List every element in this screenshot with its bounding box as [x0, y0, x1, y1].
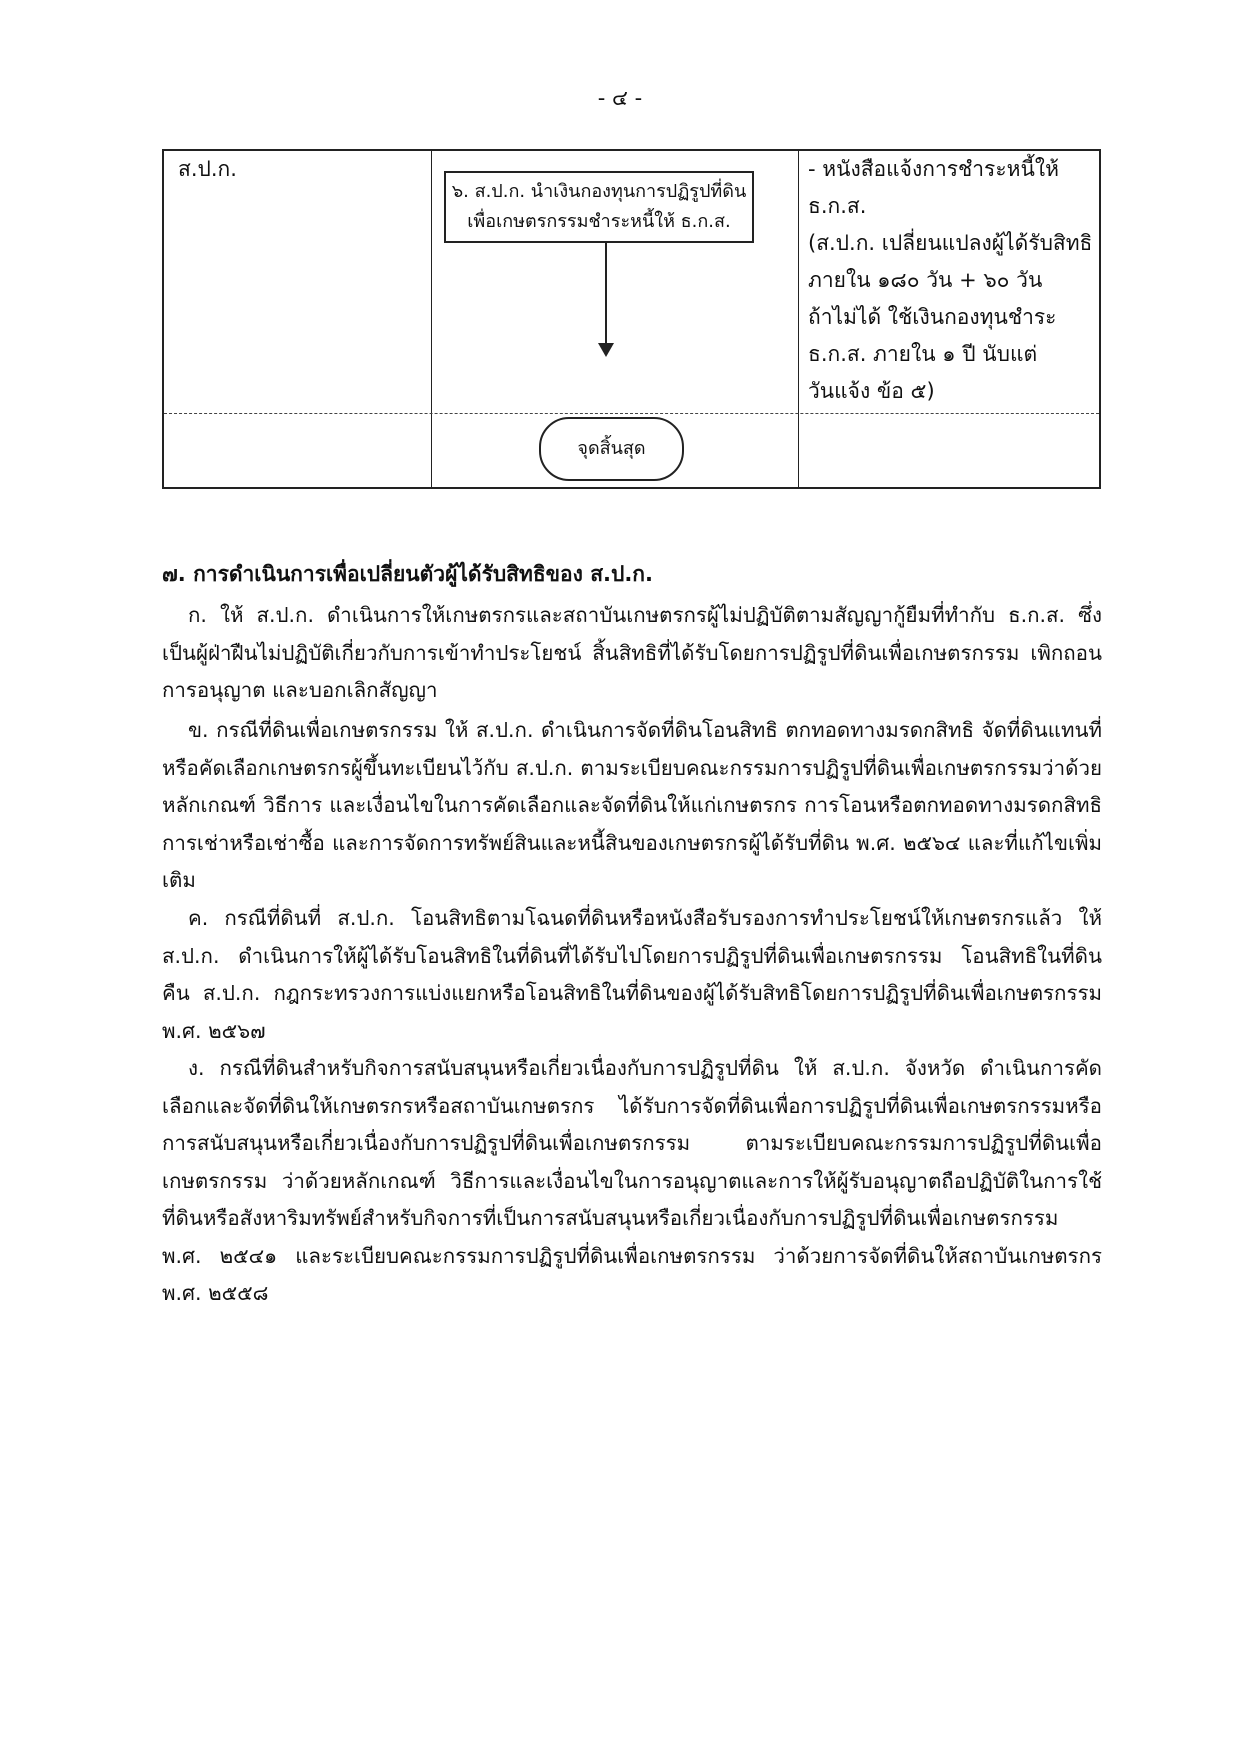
row-divider: [164, 413, 1099, 414]
note-line: ธ.ก.ส. ภายใน ๑ ปี นับแต่: [808, 342, 1038, 366]
notes-cell: [808, 151, 1098, 410]
paragraph-c: ค. กรณีที่ดินที่ ส.ป.ก. โอนสิทธิตามโฉนดที่ดินหรือหนังสือรับรองการทำประโยชน์ให้เกษตรกรแล้ว ให้ ส.ป.ก. ดำเนินการให้ผู้ได้รับโอนสิทธิในที่ดินที่ได้รับไปโดยการปฏิรูปที่ดินเพื่อเกษตรกรรม โอนสิทธิในที่ดินคืน ส.ป.ก. กฎกระทรวงการแบ่งแยกหรือโอนสิทธิในที่ดินของผู้ได้รับสิทธิโดยการปฏิรูปที่ดินเพื่อเกษตรกรรม พ.ศ. ๒๕๖๗: [162, 906, 1102, 1043]
agency-label: ส.ป.ก.: [178, 157, 237, 181]
process-step-line: เพื่อเกษตรกรรมชำระหนี้ให้ ธ.ก.ส.: [467, 211, 731, 232]
end-terminal: จุดสิ้นสุด: [539, 417, 684, 481]
note-line: วันแจ้ง ข้อ ๕): [808, 379, 935, 403]
process-step-6-box: [444, 171, 754, 243]
note-line: ธ.ก.ส.: [808, 194, 867, 218]
note-line: ถ้าไม่ได้ ใช้เงินกองทุนชำระ: [808, 305, 1057, 329]
paragraph-a: ก. ให้ ส.ป.ก. ดำเนินการให้เกษตรกรและสถาบันเกษตรกรผู้ไม่ปฏิบัติตามสัญญากู้ยืมที่ทำกับ ธ.ก.ส. ซึ่งเป็นผู้ฝ่าฝืนไม่ปฏิบัติเกี่ยวกับการเข้าทำประโยชน์ สิ้นสิทธิที่ได้รับโดยการปฏิรูปที่ดินเพื่อเกษตรกรรม เพิกถอนการอนุญาต และบอกเลิกสัญญา: [162, 603, 1102, 702]
arrow-down-icon: [598, 343, 614, 357]
note-line: (ส.ป.ก. เปลี่ยนแปลงผู้ได้รับสิทธิ: [808, 231, 1093, 255]
paragraph-d: ง. กรณีที่ดินสำหรับกิจการสนับสนุนหรือเกี่ยวเนื่องกับการปฏิรูปที่ดิน ให้ ส.ป.ก. จังหวัด ดำเนินการคัดเลือกและจัดที่ดินให้เกษตรกรหรือสถาบันเกษตรกร ได้รับการจัดที่ดินเพื่อการปฏิรูปที่ดินเพื่อเกษตรกรรมหรือการสนับสนุนหรือเกี่ยวเนื่องกับการปฏิรูปที่ดินเพื่อเกษตรกรรม ตามระเบียบคณะกรรมการปฏิรูปที่ดินเพื่อเกษตรกรรม ว่าด้วยหลักเกณฑ์ วิธีการและเงื่อนไขในการอนุญาตและการให้ผู้รับอนุญาตถือปฏิบัติในการใช้ที่ดินหรือสังหาริมทรัพย์สำหรับกิจการที่เป็นการสนับสนุนหรือเกี่ยวเนื่องกับการปฏิรูปที่ดินเพื่อเกษตรกรรม พ.ศ. ๒๕๔๑ และระเบียบคณะกรรมการปฏิรูปที่ดินเพื่อเกษตรกรรม ว่าด้วยการจัดที่ดินให้สถาบันเกษตรกร พ.ศ. ๒๕๕๘: [162, 1056, 1102, 1305]
flow-arrow-line: [605, 243, 607, 345]
note-line: ภายใน ๑๘๐ วัน + ๖๐ วัน: [808, 268, 1043, 292]
flowchart-table: [162, 149, 1101, 489]
column-divider: [431, 151, 432, 487]
process-step-line: ๖. ส.ป.ก. นำเงินกองทุนการปฏิรูปที่ดิน: [451, 181, 747, 202]
section-7-title: ๗. การดำเนินการเพื่อเปลี่ยนตัวผู้ได้รับสิทธิของ ส.ป.ก.: [162, 562, 653, 586]
column-divider: [798, 151, 799, 487]
note-line: - หนังสือแจ้งการชำระหนี้ให้: [808, 157, 1059, 181]
page-number: - ๔ -: [597, 86, 643, 110]
paragraph-b: ข. กรณีที่ดินเพื่อเกษตรกรรม ให้ ส.ป.ก. ดำเนินการจัดที่ดินโอนสิทธิ ตกทอดทางมรดกสิทธิ จัดที่ดินแทนที่หรือคัดเลือกเกษตรกรผู้ขึ้นทะเบียนไว้กับ ส.ป.ก. ตามระเบียบคณะกรรมการปฏิรูปที่ดินเพื่อเกษตรกรรมว่าด้วยหลักเกณฑ์ วิธีการ และเงื่อนไขในการคัดเลือกและจัดที่ดินให้แก่เกษตรกร การโอนหรือตกทอดทางมรดกสิทธิการเช่าหรือเช่าซื้อ และการจัดการทรัพย์สินและหนี้สินของเกษตรกรผู้ได้รับที่ดิน พ.ศ. ๒๕๖๔ และที่แก้ไขเพิ่มเติม: [162, 718, 1102, 892]
